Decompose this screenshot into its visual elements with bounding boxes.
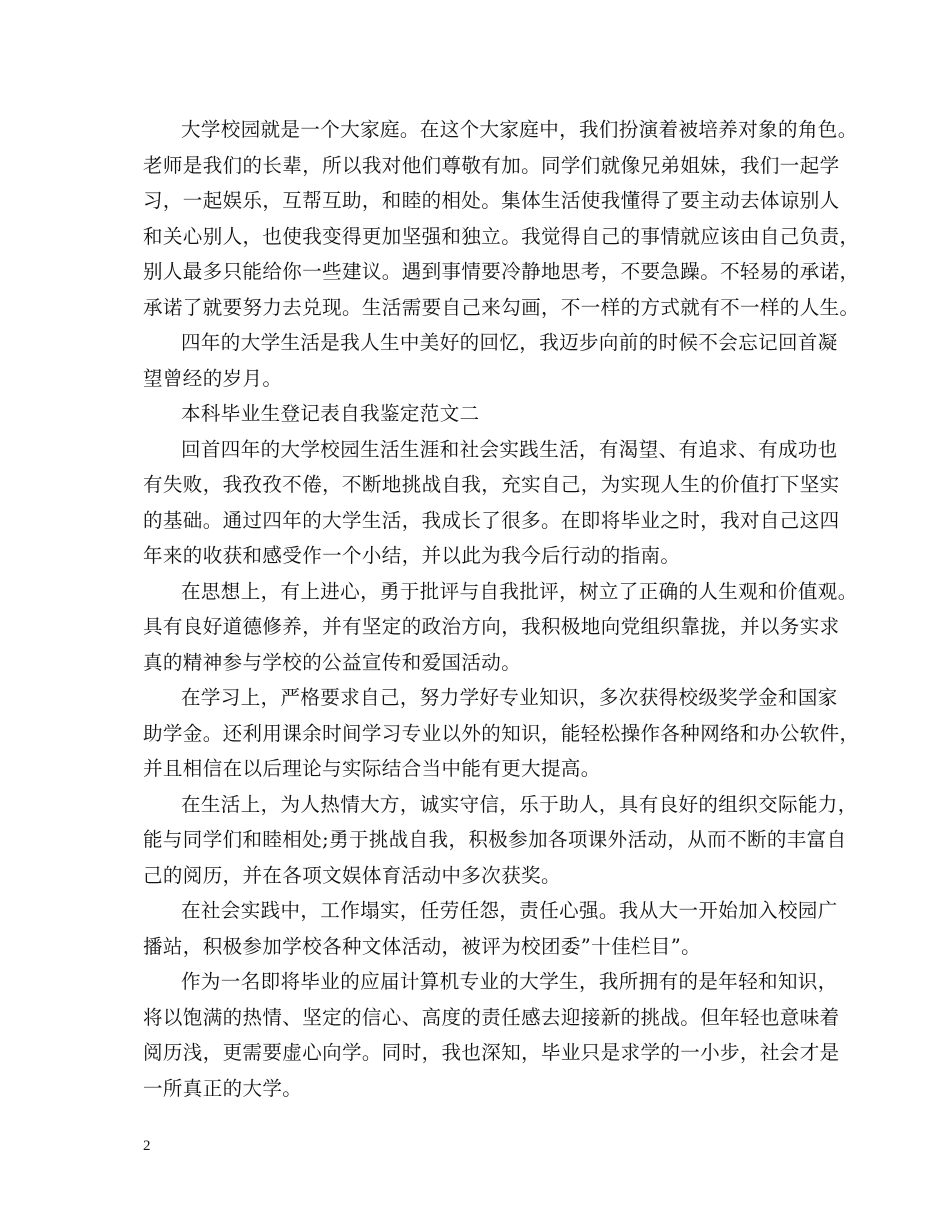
text-line: 年来的收获和感受作一个小结，并以此为我今后行动的指南。 bbox=[143, 544, 681, 567]
text-line: 有失败，我孜孜不倦，不断地挑战自我，充实自己，为实现人生的价值打下坚实 bbox=[143, 473, 840, 496]
text-line: 将以饱满的热情、坚定的信心、高度的责任感去迎接新的挑战。但年轻也意味着 bbox=[143, 1006, 840, 1029]
text-line: 阅历浅，更需要虚心向学。同时，我也深知，毕业只是求学的一小步，社会才是 bbox=[143, 1041, 840, 1064]
text-line: 作为一名即将毕业的应届计算机专业的大学生，我所拥有的是年轻和知识， bbox=[181, 970, 838, 993]
text-line: 助学金。还利用课余时间学习专业以外的知识，能轻松操作各种网络和办公软件， bbox=[143, 722, 860, 745]
text-line: 的基础。通过四年的大学生活，我成长了很多。在即将毕业之时，我对自己这四 bbox=[143, 509, 840, 532]
text-line: 一所真正的大学。 bbox=[143, 1077, 303, 1100]
text-line: 别人最多只能给你一些建议。遇到事情要冷静地思考，不要急躁。不轻易的承诺， bbox=[143, 260, 860, 283]
text-line: 能与同学们和睦相处;勇于挑战自我，积极参加各项课外活动，从而不断的丰富自 bbox=[143, 828, 847, 851]
text-line: 四年的大学生活是我人生中美好的回忆，我迈步向前的时候不会忘记回首凝 bbox=[181, 331, 838, 354]
text-line: 播站，积极参加学校各种文体活动，被评为校团委”十佳栏目”。 bbox=[143, 935, 702, 958]
section-heading: 本科毕业生登记表自我鉴定范文二 bbox=[181, 402, 480, 425]
text-line: 和关心别人，也使我变得更加坚强和独立。我觉得自己的事情就应该由自己负责， bbox=[143, 225, 860, 248]
text-line: 己的阅历，并在各项文娱体育活动中多次获奖。 bbox=[143, 864, 561, 887]
text-line: 习，一起娱乐，互帮互助，和睦的相处。集体生活使我懂得了要主动去体谅别人 bbox=[143, 189, 840, 212]
text-line: 承诺了就要努力去兑现。生活需要自己来勾画，不一样的方式就有不一样的人生。 bbox=[143, 296, 860, 319]
text-line: 具有良好道德修养，并有坚定的政治方向，我积极地向党组织靠拢，并以务实求 bbox=[143, 615, 840, 638]
text-line: 在学习上，严格要求自己，努力学好专业知识，多次获得校级奖学金和国家 bbox=[181, 686, 838, 709]
text-line: 老师是我们的长辈，所以我对他们尊敬有加。同学们就像兄弟姐妹，我们一起学 bbox=[143, 154, 840, 177]
page-number: 2 bbox=[143, 1138, 151, 1154]
text-line: 真的精神参与学校的公益宣传和爱国活动。 bbox=[143, 651, 522, 674]
text-line: 大学校园就是一个大家庭。在这个大家庭中，我们扮演着被培养对象的角色。 bbox=[181, 118, 858, 141]
text-line: 在生活上，为人热情大方，诚实守信，乐于助人，具有良好的组织交际能力， bbox=[181, 793, 858, 816]
text-line: 望曾经的岁月。 bbox=[143, 367, 283, 390]
text-line: 在思想上，有上进心，勇于批评与自我批评，树立了正确的人生观和价值观。 bbox=[181, 580, 858, 603]
text-line: 并且相信在以后理论与实际结合当中能有更大提高。 bbox=[143, 757, 601, 780]
text-line: 回首四年的大学校园生活生涯和社会实践生活，有渴望、有追求、有成功也 bbox=[181, 438, 838, 461]
text-line: 在社会实践中，工作塌实，任劳任怨，责任心强。我从大一开始加入校园广 bbox=[181, 899, 838, 922]
